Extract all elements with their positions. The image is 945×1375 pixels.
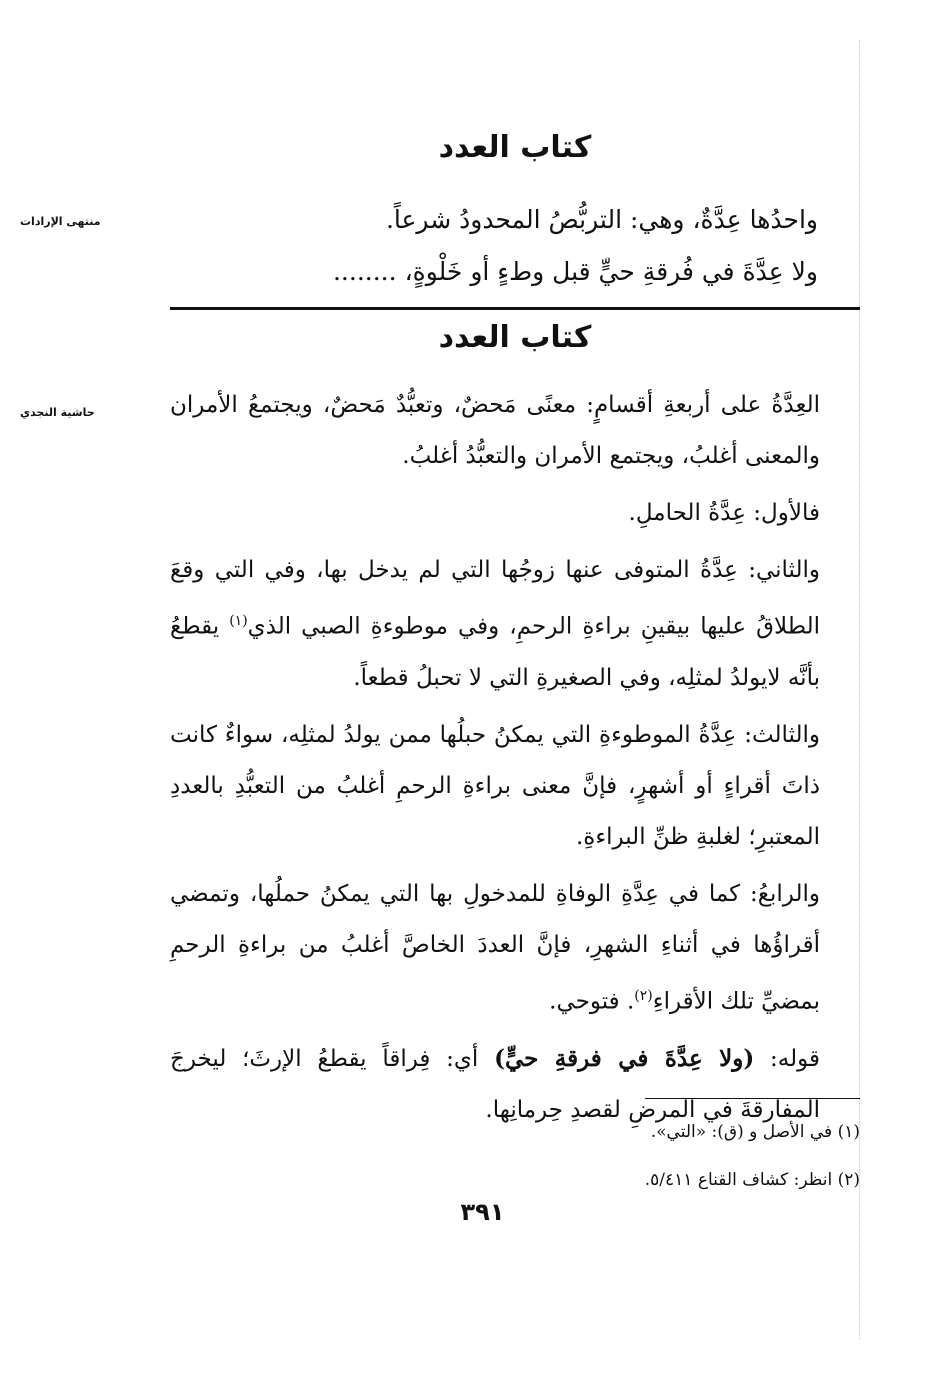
paragraph-6-lead: قوله: bbox=[754, 1046, 821, 1073]
footnote-2: (٢) انظر: كشاف القناع ٥/٤١١. bbox=[644, 1170, 860, 1190]
footnote-rule bbox=[645, 1098, 860, 1099]
commentary-paragraph-4: والثالث: عِدَّةُ الموطوءةِ التي يمكنُ حبلُها ممن يولدُ لمثلِه، سواءٌ كانت ذاتَ أقراءٍ أو أشهرٍ، فإنَّ معنى براءةِ الرحمِ أغلبُ من التعبُّدِ بالعددِ المعتبرِ؛ لغلبةِ ظنِّ البراءةِ. bbox=[170, 721, 820, 850]
matn-line-2 bbox=[170, 246, 818, 298]
paragraph-6-rest: أي: فِراقاً يقطعُ الإرثَ؛ ليخرجَ المفارقةَ في المرضِ لقصدِ حِرمانِها. bbox=[170, 1046, 820, 1124]
book-title: كتاب العدد bbox=[438, 130, 592, 165]
footnote-ref-1[interactable]: (١) bbox=[229, 613, 248, 629]
matn-text bbox=[170, 194, 818, 298]
matn-continuation-dots: ........ bbox=[332, 257, 397, 286]
footnotes bbox=[170, 1108, 860, 1204]
commentary-paragraph-3 bbox=[170, 545, 860, 704]
matn-divider bbox=[170, 307, 860, 310]
commentary-paragraph-2: فالأول: عِدَّةُ الحاملِ. bbox=[628, 500, 820, 526]
commentary-paragraph-1: العِدَّةُ على أربعةِ أقسامٍ: معنًى مَحضٌ، وتعبُّدٌ مَحضٌ، ويجتمعُ الأمران والمعنى أغلبُ، ويجتمع الأمران والتعبُّدُ أغلبُ. bbox=[170, 392, 820, 469]
footnote-1: (١) في الأصل و (ق): «التي». bbox=[650, 1122, 860, 1142]
footnote-ref-2[interactable]: (٢) bbox=[634, 987, 653, 1004]
commentary-body bbox=[170, 380, 860, 1142]
side-label-muntaha: منتهى الإرادات bbox=[20, 215, 101, 228]
paragraph-3-text-a: والثاني: عِدَّةُ المتوفى عنها زوجُها التي لم يدخل بها، وفي التي وقعَ الطلاقُ عليها بيقينِ براءةِ الرحمِ، وفي موطوءةِ الصبي الذي bbox=[170, 557, 820, 640]
page-number: ٣٩١ bbox=[460, 1198, 505, 1226]
commentary-paragraph-5 bbox=[170, 869, 860, 1028]
paragraph-6-quote: (ولا عِدَّةَ في فرقةِ حيٍّ) bbox=[494, 1045, 755, 1073]
paragraph-5-text-b: . فتوحي. bbox=[549, 988, 635, 1015]
paragraph-3-text-b: يقطعُ بأنَّه لايولدُ لمثلِه، وفي الصغيرةِ التي لا تحبلُ قطعاً. bbox=[170, 613, 820, 691]
side-label-hashiya: حاشية النجدي bbox=[20, 406, 95, 419]
paragraph-5-text-a: والرابعُ: كما في عِدَّةِ الوفاةِ للمدخولِ بها التي يمكنُ حملُها، وتمضي أقراؤُها في أثناءِ الشهرِ، فإنَّ العددَ الخاصَّ أغلبُ من براءةِ الرحمِ بمضيِّ تلك الأقراءِ bbox=[170, 880, 820, 1015]
matn-line-2-text: ولا عِدَّةَ في فُرقةِ حيٍّ قبل وطءٍ أو خَلْوةٍ، bbox=[404, 257, 818, 286]
commentary-title: كتاب العدد bbox=[438, 320, 592, 355]
matn-line-1: واحدُها عِدَّةٌ، وهي: التربُّصُ المحدودُ شرعاً. bbox=[385, 205, 818, 234]
